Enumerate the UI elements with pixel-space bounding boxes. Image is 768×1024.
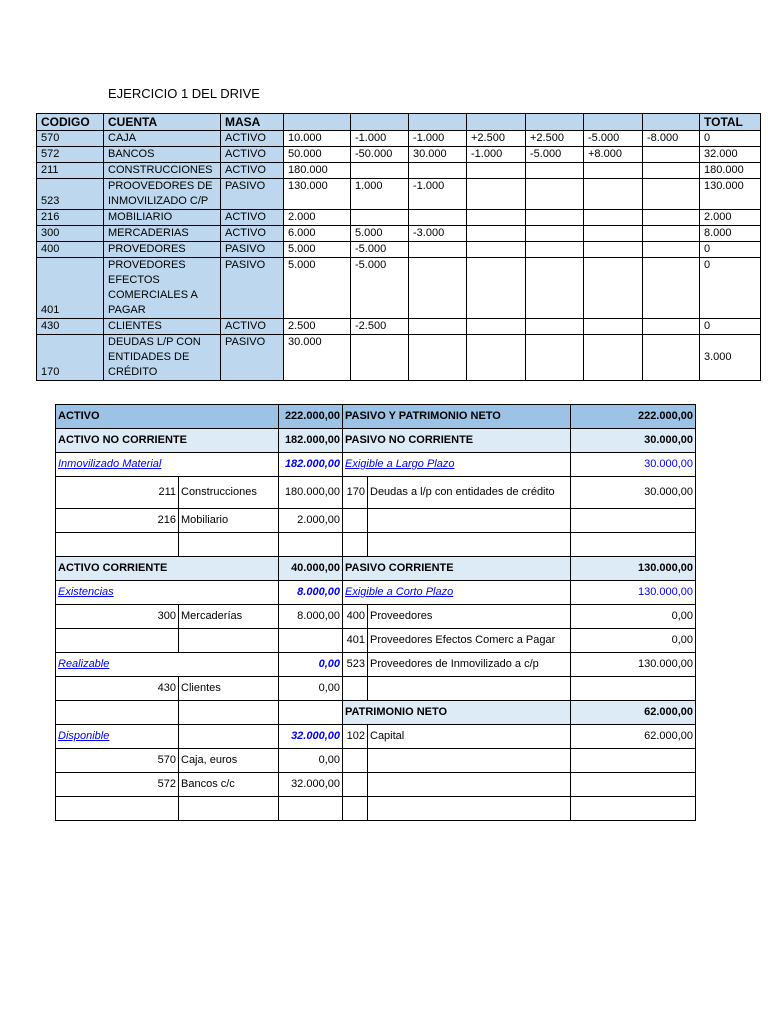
empty-cell bbox=[571, 797, 696, 821]
movement-value bbox=[643, 242, 700, 258]
balance-row bbox=[56, 629, 696, 653]
empty-cell bbox=[571, 533, 696, 557]
empty-cell bbox=[343, 797, 368, 821]
inmovilizado-value: 182.000,00 bbox=[279, 453, 343, 477]
exigible-lp-value: 30.000,00 bbox=[571, 453, 696, 477]
existencias-value: 8.000,00 bbox=[279, 581, 343, 605]
pasivo-pn-value: 222.000,00 bbox=[571, 405, 696, 429]
account-value: 130.000,00 bbox=[571, 653, 696, 677]
empty-cell bbox=[279, 533, 343, 557]
account-code: 102 bbox=[343, 725, 368, 749]
movement-value bbox=[409, 242, 467, 258]
empty-cell bbox=[368, 533, 571, 557]
blank-row bbox=[56, 533, 696, 557]
empty-cell bbox=[368, 749, 571, 773]
movement-value bbox=[351, 335, 409, 381]
movement-value: +8.000 bbox=[584, 147, 643, 163]
subgroup-row bbox=[56, 581, 696, 605]
disponible-link[interactable]: Disponible bbox=[56, 725, 179, 749]
movement-value bbox=[643, 147, 700, 163]
movement-value bbox=[526, 226, 584, 242]
movement-value bbox=[584, 242, 643, 258]
balance-row bbox=[56, 773, 696, 797]
account-total: 180.000 bbox=[700, 163, 761, 179]
account-code: 523 bbox=[37, 179, 104, 210]
movement-value bbox=[643, 319, 700, 335]
account-row bbox=[37, 242, 761, 258]
movement-value: -5.000 bbox=[351, 242, 409, 258]
subgroup-row bbox=[56, 453, 696, 477]
blank-row bbox=[56, 797, 696, 821]
empty-cell bbox=[279, 701, 343, 725]
account-masa: PASIVO bbox=[221, 242, 284, 258]
empty-cell bbox=[368, 509, 571, 533]
movement-value bbox=[584, 258, 643, 319]
inmovilizado-link[interactable]: Inmovilizado Material bbox=[56, 453, 279, 477]
account-name: BANCOS bbox=[104, 147, 221, 163]
account-code: 400 bbox=[37, 242, 104, 258]
account-row bbox=[37, 163, 761, 179]
exigible-lp-link[interactable]: Exigible a Largo Plazo bbox=[343, 453, 571, 477]
movement-value bbox=[526, 319, 584, 335]
account-value: 0,00 bbox=[571, 605, 696, 629]
account-code: 401 bbox=[37, 258, 104, 319]
header-empty bbox=[643, 114, 700, 131]
movement-value: -5.000 bbox=[584, 131, 643, 147]
account-name: PROOVEDORES DE INMOVILIZADO C/P bbox=[104, 179, 221, 210]
movement-value: +2.500 bbox=[467, 131, 526, 147]
account-name: CLIENTES bbox=[104, 319, 221, 335]
movement-value bbox=[584, 179, 643, 210]
empty-cell bbox=[56, 701, 179, 725]
header-empty bbox=[409, 114, 467, 131]
account-code: 400 bbox=[343, 605, 368, 629]
movement-value bbox=[643, 163, 700, 179]
balance-sheet-table bbox=[55, 404, 696, 821]
account-code: 211 bbox=[56, 477, 179, 509]
subgroup-row bbox=[56, 653, 696, 677]
movement-value bbox=[409, 163, 467, 179]
header-empty bbox=[526, 114, 584, 131]
movement-value: +2.500 bbox=[526, 131, 584, 147]
empty-cell bbox=[56, 533, 179, 557]
empty-cell bbox=[56, 629, 179, 653]
movement-value bbox=[526, 179, 584, 210]
account-name: Capital bbox=[368, 725, 571, 749]
pc-value: 130.000,00 bbox=[571, 557, 696, 581]
empty-cell bbox=[179, 797, 279, 821]
movement-value bbox=[584, 335, 643, 381]
account-name: Mercaderías bbox=[179, 605, 279, 629]
movement-value bbox=[351, 163, 409, 179]
account-masa: PASIVO bbox=[221, 335, 284, 381]
account-total: 0 bbox=[700, 242, 761, 258]
header-masa: MASA bbox=[221, 114, 284, 131]
account-total: 3.000 bbox=[700, 335, 761, 381]
balance-row bbox=[56, 749, 696, 773]
movement-value bbox=[584, 226, 643, 242]
anc-label: ACTIVO NO CORRIENTE bbox=[56, 429, 279, 453]
account-code: 170 bbox=[37, 335, 104, 381]
account-code: 216 bbox=[37, 210, 104, 226]
movement-value: 1.000 bbox=[351, 179, 409, 210]
account-row bbox=[37, 210, 761, 226]
movement-value: -5.000 bbox=[351, 258, 409, 319]
movement-value bbox=[467, 319, 526, 335]
account-name: PROVEDORES bbox=[104, 242, 221, 258]
account-name: MERCADERIAS bbox=[104, 226, 221, 242]
movement-value bbox=[467, 179, 526, 210]
movement-value bbox=[643, 226, 700, 242]
account-row bbox=[37, 226, 761, 242]
movement-value bbox=[584, 319, 643, 335]
header-total: TOTAL bbox=[700, 114, 761, 131]
empty-cell bbox=[571, 773, 696, 797]
header-cuenta: CUENTA bbox=[104, 114, 221, 131]
empty-cell bbox=[179, 701, 279, 725]
account-row bbox=[37, 258, 761, 319]
movement-value: -50.000 bbox=[351, 147, 409, 163]
movement-value bbox=[467, 242, 526, 258]
account-code: 430 bbox=[37, 319, 104, 335]
current-header-row bbox=[56, 557, 696, 581]
existencias-link[interactable]: Existencias bbox=[56, 581, 279, 605]
movement-value bbox=[643, 179, 700, 210]
movement-value bbox=[467, 226, 526, 242]
movement-value bbox=[643, 210, 700, 226]
movement-value: -3.000 bbox=[409, 226, 467, 242]
account-value: 180.000,00 bbox=[279, 477, 343, 509]
movement-value: -8.000 bbox=[643, 131, 700, 147]
account-row bbox=[37, 335, 761, 381]
movement-value bbox=[467, 210, 526, 226]
account-name: Caja, euros bbox=[179, 749, 279, 773]
account-masa: ACTIVO bbox=[221, 163, 284, 179]
movement-value bbox=[584, 163, 643, 179]
ac-value: 40.000,00 bbox=[279, 557, 343, 581]
account-code: 401 bbox=[343, 629, 368, 653]
accounts-header-row bbox=[37, 114, 761, 131]
accounts-table bbox=[36, 113, 761, 381]
pc-label: PASIVO CORRIENTE bbox=[343, 557, 571, 581]
header-empty bbox=[467, 114, 526, 131]
account-total: 8.000 bbox=[700, 226, 761, 242]
movement-value: 5.000 bbox=[351, 226, 409, 242]
movement-value: -1.000 bbox=[351, 131, 409, 147]
exigible-cp-value: 130.000,00 bbox=[571, 581, 696, 605]
header-empty bbox=[284, 114, 351, 131]
account-total: 32.000 bbox=[700, 147, 761, 163]
movement-value: 50.000 bbox=[284, 147, 351, 163]
account-code: 523 bbox=[343, 653, 368, 677]
account-name: PROVEDORES EFECTOS COMERCIALES A PAGAR bbox=[104, 258, 221, 319]
empty-cell bbox=[179, 629, 279, 653]
account-name: Proveedores Efectos Comerc a Pagar bbox=[368, 629, 571, 653]
pnc-label: PASIVO NO CORRIENTE bbox=[343, 429, 571, 453]
empty-cell bbox=[368, 773, 571, 797]
movement-value bbox=[643, 258, 700, 319]
account-name: Mobiliario bbox=[179, 509, 279, 533]
account-row bbox=[37, 147, 761, 163]
account-masa: ACTIVO bbox=[221, 210, 284, 226]
header-empty bbox=[351, 114, 409, 131]
header-codigo: CODIGO bbox=[37, 114, 104, 131]
movement-value bbox=[409, 335, 467, 381]
pn-value: 62.000,00 bbox=[571, 701, 696, 725]
movement-value: -1.000 bbox=[409, 131, 467, 147]
account-total: 0 bbox=[700, 131, 761, 147]
activo-label: ACTIVO bbox=[56, 405, 279, 429]
account-code: 570 bbox=[56, 749, 179, 773]
account-code: 300 bbox=[37, 226, 104, 242]
empty-cell bbox=[56, 797, 179, 821]
equity-header-row bbox=[56, 701, 696, 725]
empty-cell bbox=[343, 677, 368, 701]
movement-value bbox=[467, 163, 526, 179]
account-masa: ACTIVO bbox=[221, 226, 284, 242]
pn-label: PATRIMONIO NETO bbox=[343, 701, 571, 725]
movement-value: 30.000 bbox=[284, 335, 351, 381]
header-empty bbox=[584, 114, 643, 131]
account-name: Construcciones bbox=[179, 477, 279, 509]
account-name: CAJA bbox=[104, 131, 221, 147]
movement-value: -5.000 bbox=[526, 147, 584, 163]
account-code: 572 bbox=[56, 773, 179, 797]
empty-cell bbox=[343, 773, 368, 797]
movement-value bbox=[409, 319, 467, 335]
account-code: 572 bbox=[37, 147, 104, 163]
account-code: 570 bbox=[37, 131, 104, 147]
movement-value bbox=[526, 210, 584, 226]
movement-value: 5.000 bbox=[284, 242, 351, 258]
movement-value bbox=[467, 335, 526, 381]
exercise-title: EJERCICIO 1 DEL DRIVE bbox=[108, 86, 260, 101]
account-value: 62.000,00 bbox=[571, 725, 696, 749]
movement-value bbox=[526, 258, 584, 319]
pasivo-pn-label: PASIVO Y PATRIMONIO NETO bbox=[343, 405, 571, 429]
account-total: 2.000 bbox=[700, 210, 761, 226]
account-code: 211 bbox=[37, 163, 104, 179]
account-row bbox=[37, 179, 761, 210]
balance-row bbox=[56, 677, 696, 701]
account-total: 0 bbox=[700, 319, 761, 335]
account-name: Proveedores bbox=[368, 605, 571, 629]
account-masa: PASIVO bbox=[221, 179, 284, 210]
subgroup-row bbox=[56, 725, 696, 749]
account-value: 2.000,00 bbox=[279, 509, 343, 533]
movement-value: 5.000 bbox=[284, 258, 351, 319]
account-name: CONSTRUCCIONES bbox=[104, 163, 221, 179]
account-masa: ACTIVO bbox=[221, 319, 284, 335]
balance-row bbox=[56, 605, 696, 629]
movement-value: 180.000 bbox=[284, 163, 351, 179]
empty-cell bbox=[179, 533, 279, 557]
account-name: Proveedores de Inmovilizado a c/p bbox=[368, 653, 571, 677]
account-value: 0,00 bbox=[279, 749, 343, 773]
movement-value bbox=[351, 210, 409, 226]
movement-value bbox=[584, 210, 643, 226]
account-code: 170 bbox=[343, 477, 368, 509]
empty-cell bbox=[279, 629, 343, 653]
account-row bbox=[37, 319, 761, 335]
account-row bbox=[37, 131, 761, 147]
empty-cell bbox=[343, 749, 368, 773]
empty-cell bbox=[279, 797, 343, 821]
empty-cell bbox=[368, 797, 571, 821]
movement-value bbox=[526, 242, 584, 258]
account-value: 0,00 bbox=[279, 677, 343, 701]
account-name: Bancos c/c bbox=[179, 773, 279, 797]
empty-cell bbox=[179, 725, 279, 749]
movement-value: 6.000 bbox=[284, 226, 351, 242]
movement-value: 2.000 bbox=[284, 210, 351, 226]
movement-value bbox=[526, 163, 584, 179]
account-value: 0,00 bbox=[571, 629, 696, 653]
empty-cell bbox=[343, 509, 368, 533]
anc-value: 182.000,00 bbox=[279, 429, 343, 453]
balance-row bbox=[56, 477, 696, 509]
movement-value bbox=[409, 210, 467, 226]
empty-cell bbox=[343, 533, 368, 557]
movement-value: -2.500 bbox=[351, 319, 409, 335]
movement-value bbox=[409, 258, 467, 319]
movement-value: -1.000 bbox=[467, 147, 526, 163]
realizable-value: 0,00 bbox=[279, 653, 343, 677]
non-current-header-row bbox=[56, 429, 696, 453]
account-value: 30.000,00 bbox=[571, 477, 696, 509]
movement-value: -1.000 bbox=[409, 179, 467, 210]
account-code: 216 bbox=[56, 509, 179, 533]
movement-value bbox=[467, 258, 526, 319]
disponible-value: 32.000,00 bbox=[279, 725, 343, 749]
account-value: 32.000,00 bbox=[279, 773, 343, 797]
balance-total-row bbox=[56, 405, 696, 429]
empty-cell bbox=[571, 677, 696, 701]
account-total: 130.000 bbox=[700, 179, 761, 210]
movement-value bbox=[526, 335, 584, 381]
movement-value: 30.000 bbox=[409, 147, 467, 163]
account-name: DEUDAS L/P CON ENTIDADES DE CRÉDITO bbox=[104, 335, 221, 381]
empty-cell bbox=[571, 749, 696, 773]
ac-label: ACTIVO CORRIENTE bbox=[56, 557, 279, 581]
movement-value: 10.000 bbox=[284, 131, 351, 147]
movement-value: 130.000 bbox=[284, 179, 351, 210]
account-name: MOBILIARIO bbox=[104, 210, 221, 226]
account-code: 430 bbox=[56, 677, 179, 701]
account-name: Clientes bbox=[179, 677, 279, 701]
movement-value: 2.500 bbox=[284, 319, 351, 335]
account-code: 300 bbox=[56, 605, 179, 629]
account-masa: ACTIVO bbox=[221, 147, 284, 163]
account-name: Deudas a l/p con entidades de crédito bbox=[368, 477, 571, 509]
activo-value: 222.000,00 bbox=[279, 405, 343, 429]
movement-value bbox=[643, 335, 700, 381]
account-value: 8.000,00 bbox=[279, 605, 343, 629]
account-masa: PASIVO bbox=[221, 258, 284, 319]
account-total: 0 bbox=[700, 258, 761, 319]
exigible-cp-link[interactable]: Exigible a Corto Plazo bbox=[343, 581, 571, 605]
account-masa: ACTIVO bbox=[221, 131, 284, 147]
balance-row bbox=[56, 509, 696, 533]
empty-cell bbox=[368, 677, 571, 701]
empty-cell bbox=[571, 509, 696, 533]
realizable-link[interactable]: Realizable bbox=[56, 653, 279, 677]
pnc-value: 30.000,00 bbox=[571, 429, 696, 453]
